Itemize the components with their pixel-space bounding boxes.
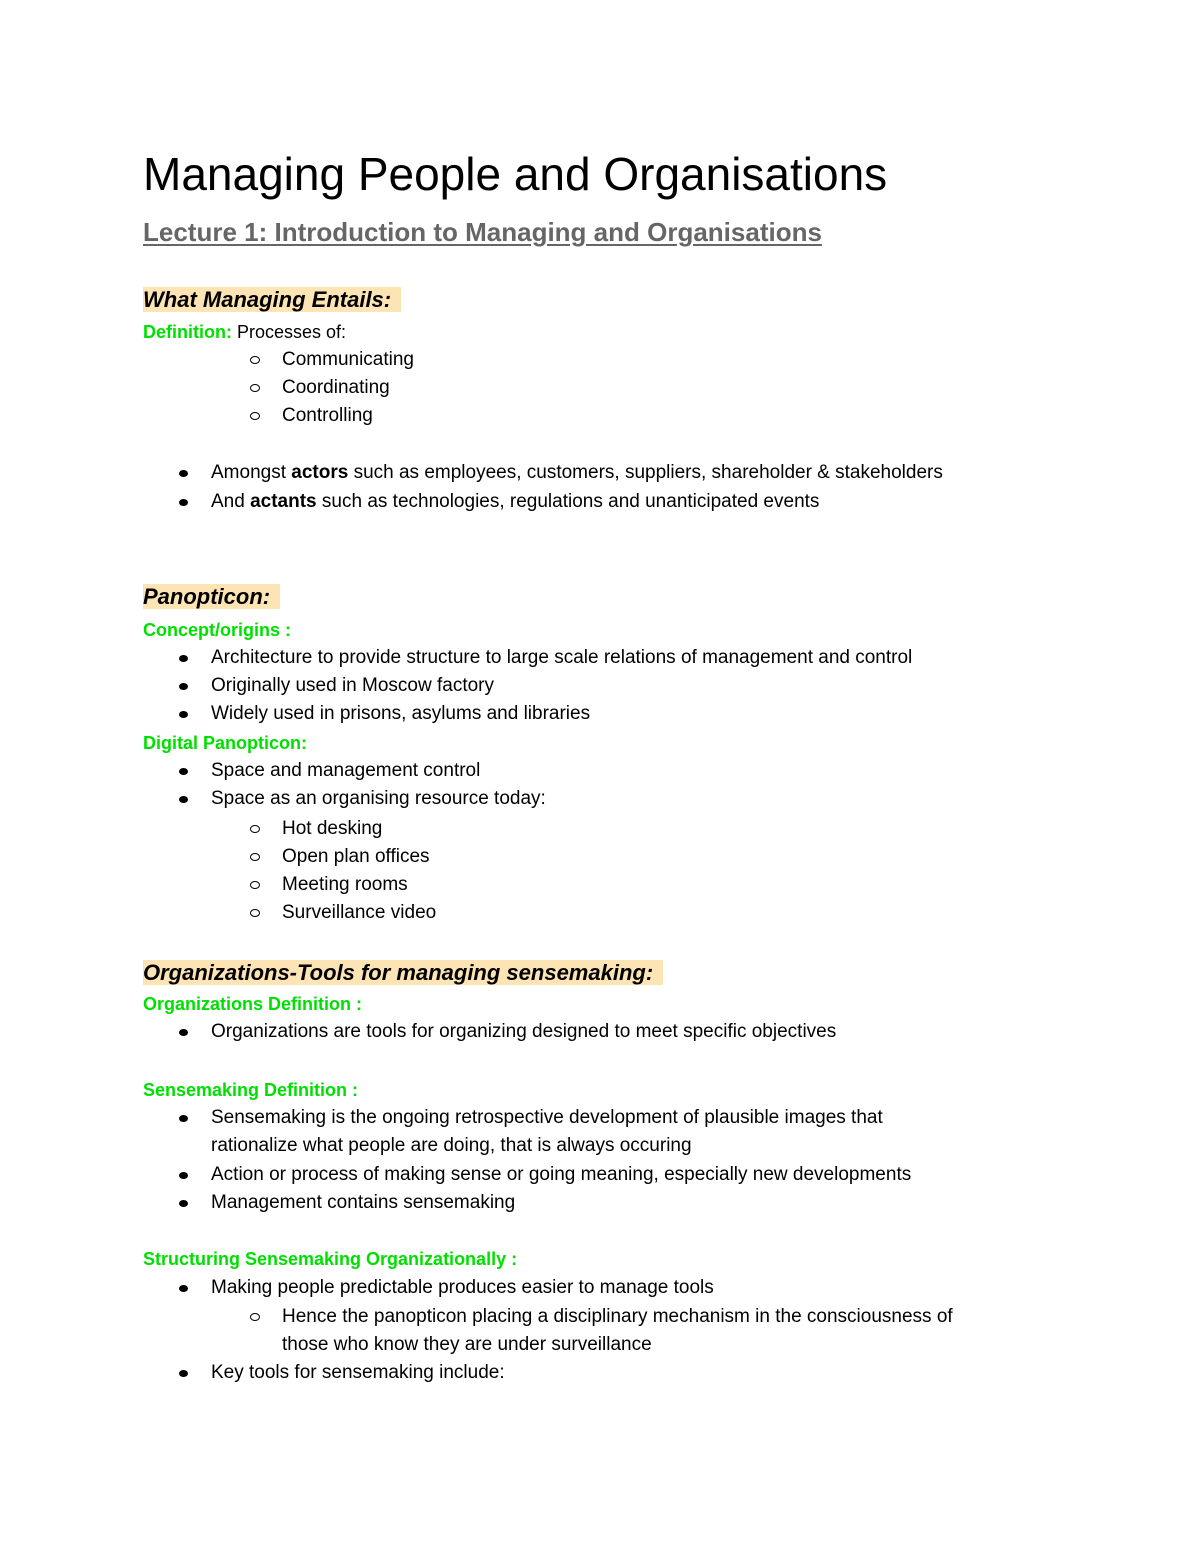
list-item bbox=[211, 488, 819, 516]
list-item-text: Coordinating bbox=[282, 377, 390, 398]
list-item bbox=[282, 815, 382, 843]
hollow-bullet-icon bbox=[250, 881, 260, 889]
hollow-bullet-icon bbox=[250, 356, 260, 364]
list-item-text: Key tools for sensemaking include: bbox=[211, 1362, 505, 1383]
list-item bbox=[282, 843, 430, 871]
list-item-continuation bbox=[282, 1331, 652, 1359]
list-item-text: Widely used in prisons, asylums and libraries bbox=[211, 703, 591, 724]
filled-bullet-icon bbox=[179, 1200, 188, 1207]
list-item bbox=[282, 871, 408, 899]
list-item-text: Controlling bbox=[282, 405, 373, 426]
list-item-text: Space and management control bbox=[211, 760, 481, 781]
list-item-text: Organizations are tools for organizing designed to meet specific objectives bbox=[211, 1021, 837, 1042]
list-item bbox=[211, 672, 494, 700]
filled-bullet-icon bbox=[179, 796, 188, 803]
list-item bbox=[211, 1161, 911, 1189]
list-item-text: Hence the panopticon placing a disciplinary mechanism in the consciousness of bbox=[282, 1306, 953, 1327]
section-heading-organizations bbox=[143, 957, 663, 989]
heading-highlight: Organizations-Tools for managing sensemaking: bbox=[143, 960, 663, 985]
list-item-continuation bbox=[211, 1132, 692, 1160]
list-item-text: Communicating bbox=[282, 349, 414, 370]
list-item-text: Amongst bbox=[211, 462, 292, 483]
concept-label: Concept/origins : bbox=[143, 620, 291, 640]
list-item bbox=[211, 459, 943, 487]
hollow-bullet-icon bbox=[250, 1313, 260, 1321]
heading-highlight: Panopticon: bbox=[143, 584, 280, 609]
filled-bullet-icon bbox=[179, 768, 188, 775]
hollow-bullet-icon bbox=[250, 825, 260, 833]
lecture-subtitle: Lecture 1: Introduction to Managing and Organisations bbox=[143, 217, 822, 247]
document-title: Managing People and Organisations bbox=[143, 148, 888, 200]
list-item bbox=[282, 402, 373, 430]
list-item-text: Space as an organising resource today: bbox=[211, 788, 546, 809]
filled-bullet-icon bbox=[179, 1029, 188, 1036]
list-item bbox=[211, 757, 480, 785]
definition-text: Processes of: bbox=[231, 322, 347, 342]
list-item-text: Open plan offices bbox=[282, 846, 430, 867]
hollow-bullet-icon bbox=[250, 412, 260, 420]
list-item-text: Architecture to provide structure to large scale relations of management and control bbox=[211, 647, 913, 668]
list-item bbox=[282, 1303, 953, 1331]
section-heading-panopticon bbox=[143, 581, 280, 613]
list-item-text: Sensemaking is the ongoing retrospective development of plausible images that bbox=[211, 1107, 883, 1128]
hollow-bullet-icon bbox=[250, 384, 260, 392]
list-item-text: rationalize what people are doing, that is always occuring bbox=[211, 1135, 692, 1156]
list-item-text: such as employees, customers, suppliers, shareholder & stakeholders bbox=[348, 462, 943, 483]
list-item-text: Hot desking bbox=[282, 818, 383, 839]
digital-line bbox=[143, 729, 307, 757]
filled-bullet-icon bbox=[179, 1172, 188, 1179]
struct-line bbox=[143, 1245, 517, 1273]
list-item-text: Making people predictable produces easier to manage tools bbox=[211, 1277, 714, 1298]
sense-def-label: Sensemaking Definition : bbox=[143, 1080, 359, 1100]
list-item-text: such as technologies, regulations and unanticipated events bbox=[316, 491, 820, 512]
section-heading-managing bbox=[143, 284, 401, 316]
org-def-line bbox=[143, 990, 362, 1018]
list-item bbox=[211, 1274, 714, 1302]
hollow-bullet-icon bbox=[250, 853, 260, 861]
filled-bullet-icon bbox=[179, 711, 188, 718]
filled-bullet-icon bbox=[179, 470, 188, 477]
digital-label: Digital Panopticon: bbox=[143, 733, 307, 753]
list-item bbox=[211, 1018, 836, 1046]
list-item bbox=[211, 644, 912, 672]
list-item-text: Surveillance video bbox=[282, 902, 437, 923]
list-item-text: Action or process of making sense or going meaning, especially new developments bbox=[211, 1164, 912, 1185]
filled-bullet-icon bbox=[179, 1285, 188, 1292]
filled-bullet-icon bbox=[179, 499, 188, 506]
definition-line bbox=[143, 318, 346, 346]
list-item bbox=[211, 1359, 505, 1387]
list-item-text: And bbox=[211, 491, 251, 512]
struct-label: Structuring Sensemaking Organizationally : bbox=[143, 1249, 518, 1269]
filled-bullet-icon bbox=[179, 1115, 188, 1122]
list-item-text: those who know they are under surveillance bbox=[282, 1334, 652, 1355]
list-item-text: Meeting rooms bbox=[282, 874, 408, 895]
bold-term: actants bbox=[250, 491, 317, 512]
list-item bbox=[211, 700, 590, 728]
list-item bbox=[211, 1189, 515, 1217]
list-item bbox=[211, 785, 546, 813]
filled-bullet-icon bbox=[179, 1370, 188, 1377]
list-item bbox=[282, 899, 436, 927]
list-item bbox=[282, 346, 414, 374]
concept-line bbox=[143, 616, 291, 644]
filled-bullet-icon bbox=[179, 655, 188, 662]
org-def-label: Organizations Definition : bbox=[143, 994, 362, 1014]
list-item bbox=[282, 374, 390, 402]
filled-bullet-icon bbox=[179, 683, 188, 690]
bold-term: actors bbox=[291, 462, 349, 483]
sense-def-line bbox=[143, 1076, 358, 1104]
definition-label: Definition: bbox=[143, 322, 232, 342]
hollow-bullet-icon bbox=[250, 909, 260, 917]
list-item-text: Originally used in Moscow factory bbox=[211, 675, 494, 696]
list-item-text: Management contains sensemaking bbox=[211, 1192, 516, 1213]
list-item bbox=[211, 1104, 883, 1132]
heading-highlight: What Managing Entails: bbox=[143, 287, 401, 312]
